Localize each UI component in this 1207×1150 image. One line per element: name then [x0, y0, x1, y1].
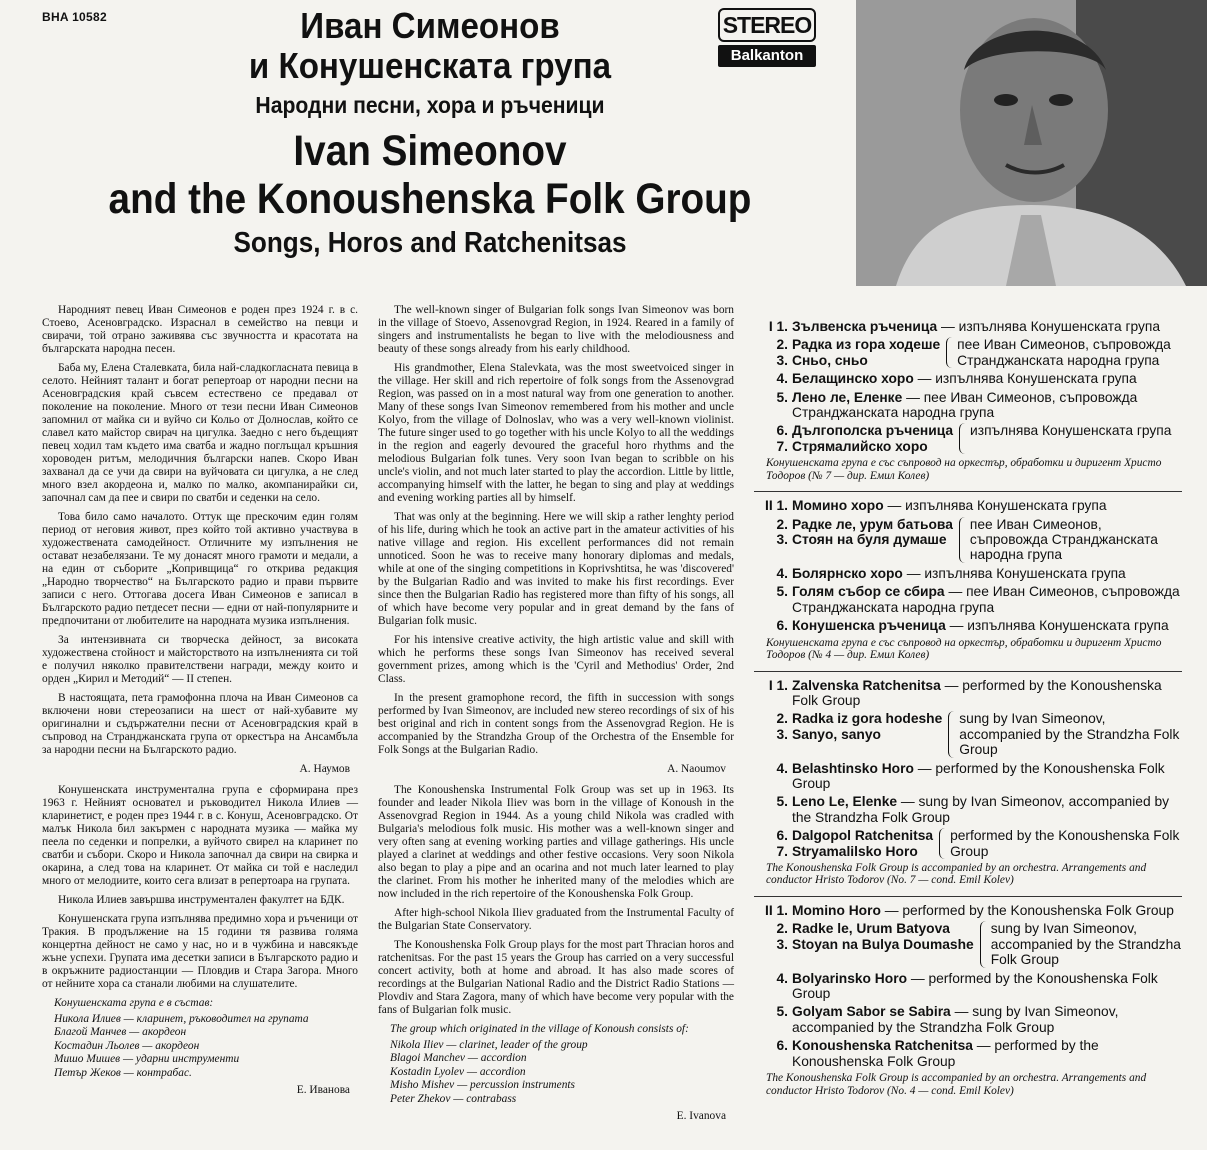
- track-group: [754, 711, 1182, 757]
- tracklist: [754, 316, 1182, 1106]
- track: [754, 828, 933, 843]
- track: [754, 498, 1182, 513]
- author-signature: A. Naoumov: [667, 763, 726, 775]
- track-title: Болярнско хоро: [792, 565, 903, 581]
- track-number: 6.: [776, 423, 788, 439]
- track: [754, 1038, 1182, 1069]
- track-performer: sung by Ivan Simeonov, accompanied by the Strandzha Folk Group: [990, 921, 1181, 968]
- title-english-2: and the Konoushenska Folk Group: [108, 175, 752, 223]
- tracklist-en-side-1: [754, 678, 1182, 887]
- track: [754, 532, 953, 547]
- credits-note: The Konoushenska Folk Group is accompanied by an orchestra. Arrangements and conductor Hristo Todorov (No. 7 — cond. Emil Kolev): [766, 861, 1147, 887]
- track: [754, 1004, 1182, 1035]
- paragraph: That was only at the beginning. Here we will skip a rather lenghty period of his life, during which he took an active part in the amateur activities of his native village and region. His excellent performances did not remain unnoticed. Soon he was to receive many honorary diplomas and medals, while at one of the singing competitions in Koprivshtitsa, he was 'discovered' by the Bulgarian Radio and was invited to make his first recordings. Ever since then the Bulgarian Radio has registered more than fifty of his songs, all of which have become very popular and in great demand by the fans of Bulgarian folk music.: [378, 511, 734, 627]
- label-logo: [718, 8, 816, 67]
- track-group: [754, 921, 1182, 967]
- author-signature: E. Ivanova: [676, 1110, 726, 1122]
- track-group: [754, 828, 1182, 859]
- track-number: 2.: [776, 711, 788, 727]
- track: [754, 937, 974, 952]
- track: [754, 439, 953, 454]
- track: [754, 844, 933, 859]
- track-performer: — performed by the Konoushenska Folk Group: [792, 970, 1158, 1001]
- track-number: 6.: [776, 828, 788, 844]
- track-title: Leno Le, Elenke: [792, 794, 898, 810]
- track-performer: — изпълнява Конушенската група: [913, 371, 1137, 387]
- track-performer: — пее Иван Симеонов, съпровожда Странджанската народна група: [792, 389, 1138, 421]
- paragraph: For his intensive creative activity, the high artistic value and skill with which he performs these songs Ivan Simeonov has received several government prizes, among which is the 'Cyril and Methodius' Order, 2nd Class.: [378, 634, 734, 685]
- track-number: 4.: [776, 760, 788, 776]
- track: [754, 390, 1182, 421]
- track: [754, 678, 1182, 709]
- track-title: Radka iz gora hodeshe: [792, 711, 943, 727]
- track: [754, 319, 1182, 334]
- stereo-logo: STEREO: [718, 8, 816, 42]
- track-number: 5.: [776, 389, 788, 405]
- track: [754, 711, 942, 726]
- track: [754, 618, 1182, 633]
- track-title: Белащинско хоро: [792, 371, 914, 387]
- paragraph: The Konoushenska Instrumental Folk Group was set up in 1963. Its founder and leader Nikola Iliev was born in the village of Konoush in the Assenovgrad Region in 1944. As a young child Nikola was cradled with Bulgaria's melodious folk music. His mother was a well-known singer and very often sang at evening working parties and village gatherings. His uncle played a clarinet at weddings and other festive occasions. Very soon Nikola also began to play a pipe and an ocarina and not much later learned to play the clarinet. From his mother he inherited many of the melodies which are now included in the rich repertoire of the Konoushenska Folk Group.: [378, 784, 734, 900]
- portrait-image: [856, 0, 1207, 286]
- track-performer: пее Иван Симеонов, съпровожда Странджанската народна група: [969, 516, 1158, 563]
- track-title: Конушенска ръченица: [792, 618, 946, 634]
- english-liner-notes: [378, 304, 734, 1131]
- track: [754, 794, 1182, 825]
- track-number: 3.: [776, 726, 788, 742]
- track: [754, 761, 1182, 792]
- paragraph: After high-school Nikola Iliev graduated from the Instrumental Faculty of the Bulgarian State Conservatory.: [378, 907, 734, 932]
- track-performer: — изпълнява Конушенската група: [937, 319, 1161, 334]
- paragraph: Баба му, Елена Сталевката, била най-сладкогласната певица в селото. Нейният талант и богат репертоар от народни песни на Асеновградския край съвсем естествено се предавал от поколение на поколение. Много от тези песни Иван Симеонов запомнил от майка си и вуйчо си Кольо от Долнослав, който се славел като майстор свирач на цигулка. Заедно с него бъдещият певец ходил там където има сватба и жадно поглъщал кръшния хороводен ритъм, мелодичния български напев. Скоро Иван захванал да се учи да свири на вуйчовата си цигулка, а не след много взел акордеона и, малко по малко, акомпанирайки си, започнал сам да пее и свири по сватби и седенки на село.: [42, 362, 358, 504]
- tracklist-bg-side-1: [754, 319, 1182, 482]
- author-signature: Е. Иванова: [296, 1084, 350, 1096]
- track-title: Dalgopol Ratchenitsa: [792, 828, 934, 844]
- track-title: Bolyarinsko Horo: [792, 970, 907, 986]
- track-title: Дългополска ръченица: [792, 423, 954, 439]
- track-performer: — performed by the Konoushenska Folk Group: [880, 902, 1174, 918]
- roster-item: Blagoi Manchev — accordion: [390, 1052, 527, 1064]
- track-group: [754, 423, 1182, 454]
- track-title: Зълвенска ръченица: [792, 319, 938, 334]
- track-performer: — sung by Ivan Simeonov, accompanied by the Strandzha Folk Group: [792, 794, 1170, 825]
- track-performer: — изпълнява Конушенската група: [883, 498, 1107, 514]
- track-performer: — пее Иван Симеонов, съпровожда Странджанската народна група: [792, 584, 1180, 615]
- track-performer: — performed by the Konoushenska Folk Group: [792, 677, 1162, 708]
- track-performer: — performed by the Konoushenska Folk Group: [792, 760, 1165, 791]
- track-title: Stoyan na Bulya Doumashe: [792, 936, 974, 952]
- track-performer: — изпълнява Конушенската група: [945, 618, 1169, 634]
- divider: [754, 671, 1182, 672]
- track-title: Сньо, сньо: [792, 352, 868, 368]
- track-title: Стрямалийско хоро: [792, 438, 928, 454]
- track-performer: performed by the Konoushenska Folk Group: [950, 828, 1180, 859]
- track-number: 2.: [776, 516, 788, 532]
- track-title: Стоян на буля думаше: [792, 532, 947, 548]
- track: [754, 371, 1182, 386]
- track-title: Konoushenska Ratchenitsa: [792, 1038, 973, 1054]
- track-performer: sung by Ivan Simeonov, accompanied by the Strandzha Folk Group: [959, 711, 1180, 758]
- catalog-number: BHA 10582: [42, 10, 107, 24]
- credits-note: Конушенската група е със съпровод на оркестър, обработки и диригент Христо Тодоров (№ 4 — дир. Емил Колев): [766, 636, 1162, 661]
- track-title: Zalvenska Ratchenitsa: [792, 677, 941, 693]
- title-english-1: Ivan Simeonov: [293, 127, 567, 175]
- paragraph: In the present gramophone record, the fifth in succession with songs performed by Ivan Simeonov, are included new stereo recordings of six of his best original and rich in content songs from the Assenovgrad Region. He is accompanied by the Strandzha Group of the Orchestra of the Ensemble for Folk Songs at the Bulgarian Radio.: [378, 692, 734, 756]
- roster-item: Nikola Iliev — clarinet, leader of the group: [390, 1038, 588, 1051]
- track-number: 6.: [776, 1038, 788, 1054]
- track-number: 3.: [776, 936, 788, 952]
- track-title: Лено ле, Еленке: [792, 389, 903, 405]
- roster-heading: The group which originated in the village of Konoush consists of:: [390, 1023, 689, 1035]
- track-number: 2.: [776, 337, 788, 353]
- track-performer: — sung by Ivan Simeonov, accompanied by the Strandzha Folk Group: [792, 1004, 1119, 1035]
- track-title: Momino Horo: [792, 902, 881, 918]
- group-roster: [382, 1023, 734, 1106]
- track-number: 4.: [776, 970, 788, 986]
- track-number: 5.: [776, 584, 788, 600]
- track-number: II 1.: [764, 902, 788, 918]
- track-group: [754, 517, 1182, 563]
- track: [754, 903, 1182, 918]
- title-bulgarian-1: Иван Симеонов: [300, 5, 560, 46]
- paragraph: В настоящата, пета грамофонна плоча на Иван Симеонов са включени нови стереозаписи на шест от най-хубавите му оригинални и съдържателни песни от Асеновградския край в съпровод на Странджанската група от оркестъра на Ансамбъла за народни песни на Българското радио.: [42, 692, 358, 756]
- track: [754, 584, 1182, 615]
- track-title: Радка из гора ходеше: [792, 337, 941, 353]
- divider: [754, 896, 1182, 897]
- roster-item: Kostadin Lyolev — accordion: [390, 1065, 526, 1078]
- paragraph: His grandmother, Elena Stalevkata, was the most sweetvoiced singer in the village. Her skill and rich repertoire of folk songs from the Assenovgrad Region, was passed on in a most natural way from one generation to another. Many of these songs Ivan Simeonov remembered from his mother and uncle Kolyo, from the village of Dolnoslav, who was a very well-known violinist. The future singer used to go together with his uncle Kolyo to all the weddings in the region and eagerly devoured the graceful horo rhythms and the melodious Bulgarian folk tunes. Very soon Ivan began to scribble on his uncle's violin, and not much later started to play the accordion. Little by little, accompanying himself with the latter, he began to sing and play at weddings and evening working parties all by himself.: [378, 362, 734, 504]
- track: [754, 517, 953, 532]
- track-number: 4.: [776, 371, 788, 387]
- paragraph: The well-known singer of Bulgarian folk songs Ivan Simeonov was born in the village of Stoevo, Assenovgrad Region, in 1924. Reared in a family of singers and instrumentalists he began to live with the melodiousness and beauty of these songs already from his early childhood.: [378, 304, 734, 355]
- track-title: Belashtinsko Horo: [792, 760, 914, 776]
- paragraph: Народният певец Иван Симеонов е роден през 1924 г. в с. Стоево, Асеновградско. Израснал в семейство на певци и свирачи, той отрано заживява със звучността и красотата на българската народна песен.: [42, 304, 358, 355]
- track-number: II 1.: [764, 498, 788, 514]
- track: [754, 423, 953, 438]
- paragraph: The Konoushenska Folk Group plays for the most part Thracian horos and ratchenitsas. For the past 15 years the Group has carried on a very successful concert activity, both at home and abroad. It has also made scores of recordings at the Bulgarian National Radio and the District Radio Stations — Plovdiv and Stara Zagora, many of which have become very popular with the fans of Bulgarian folk music.: [378, 939, 734, 1016]
- title-bulgarian-2: и Конушенската група: [248, 45, 612, 86]
- paragraph: За интензивната си творческа дейност, за високата художествена стойност и майсторството на изпълненията си той е получил няколко правителствени награди, между които и орден „Кирил и Методий“ — II степен.: [42, 634, 358, 685]
- track-number: 7.: [776, 438, 788, 454]
- track-title: Sanyo, sanyo: [792, 726, 881, 742]
- roster-item: Петър Жеков — контрабас.: [54, 1066, 192, 1079]
- roster-item: Misho Mishev — percussion instruments: [390, 1079, 575, 1091]
- track-title: Radke le, Urum Batyova: [792, 921, 950, 937]
- track-title: Golyam Sabor se Sabira: [792, 1004, 951, 1020]
- track-performer: — performed by the Konoushenska Folk Group: [792, 1038, 1099, 1069]
- roster-item: Никола Илиев — кларинет, ръководител на групата: [54, 1012, 309, 1025]
- tracklist-bg-side-2: [754, 498, 1182, 661]
- track-number: 5.: [776, 794, 788, 810]
- track-title: Момино хоро: [792, 498, 884, 514]
- paragraph: Това било само началото. Оттук ще прескочим един голям период от неговия живот, през който той активно участвува в художествената самодейност. Отличните му изпълнения не остават незабелязани. Те му донасят много грамоти и медали, а на един от съборите „Копривщица“ го открива редакция „Народно творчество“ на Българското радио и прави първите записи с него. Оттогава досега Иван Симеонов е записал в Българското радио петдесет песни — едни от най-популярните и предпочитани от любителите на народната музика изпълнения.: [42, 511, 358, 627]
- track-performer: — изпълнява Конушенската група: [902, 565, 1126, 581]
- track: [754, 337, 940, 352]
- track-number: I 1.: [768, 319, 788, 334]
- credits-note: The Konoushenska Folk Group is accompanied by an orchestra. Arrangements and conductor Hristo Todorov (No. 4 — cond. Emil Kolev): [766, 1072, 1147, 1097]
- group-roster: [46, 997, 358, 1080]
- track-number: 5.: [776, 1004, 788, 1020]
- author-signature: А. Наумов: [299, 763, 350, 775]
- tracklist-en-side-2: [754, 903, 1182, 1097]
- track-number: 7.: [776, 843, 788, 859]
- paragraph: Конушенската група изпълнява предимно хора и ръченици от Тракия. В продължение на 15 години тя развива голяма концертна дейност не само у нас, но и в чужбина и навсякъде жъне успехи. Групата има десетки записи в Българското радио и в окръжните радиостанции — Пловдив и Стара Загора. Много от нейните хора са станали любими на слушателите.: [42, 913, 358, 990]
- paragraph: Никола Илиев завършва инструментален факултет на БДК.: [58, 894, 345, 906]
- track-title: Радке ле, урум батьова: [792, 516, 953, 532]
- track-number: 3.: [776, 352, 788, 368]
- track-number: 2.: [776, 921, 788, 937]
- track-number: 3.: [776, 532, 788, 548]
- track-number: 6.: [776, 618, 788, 634]
- paragraph: Конушенската инструментална група е сформирана през 1963 г. Нейният основател и ръководител Никола Илиев — кларинетист, е роден през 1944 г. в с. Конуш, Асеновградско. От малък Никола бил закърмен с народната музика — майка му пеела по седенки и попрелки, а вуйчото свирел на кларинет по сватби и събори. Скоро и Никола започнал да свири на свирка и окарина, а след това на кларинет. От майка си той е наследил много от мелодиите, които сега влизат в репертоара на групата.: [42, 784, 358, 887]
- track-performer: изпълнява Конушенската група: [970, 423, 1172, 439]
- track: [754, 353, 940, 368]
- track-title: Stryamalilsko Horo: [792, 843, 918, 859]
- credits-note: Конушенската група е със съпровод на оркестър, обработки и диригент Христо Тодоров (№ 7 — дир. Емил Колев): [766, 457, 1162, 482]
- roster-item: Благой Манчев — акордеон: [54, 1026, 187, 1038]
- roster-item: Мишо Мишев — ударни инструменти: [54, 1053, 240, 1065]
- bulgarian-liner-notes: [42, 304, 358, 1105]
- roster-item: Peter Zhekov — contrabass: [390, 1092, 517, 1105]
- subtitle-bulgarian: Народни песни, хора и ръченици: [255, 92, 605, 118]
- track-number: 4.: [776, 565, 788, 581]
- balkanton-logo: Balkanton: [718, 45, 816, 67]
- track-group: [754, 337, 1182, 368]
- divider: [754, 491, 1182, 492]
- track-title: Голям събор се сбира: [792, 584, 945, 600]
- roster-item: Костадин Льолев — акордеон: [54, 1039, 200, 1052]
- track-number: I 1.: [768, 677, 788, 693]
- track-performer: пее Иван Симеонов, съпровожда Странджанската народна група: [957, 337, 1171, 368]
- track: [754, 566, 1182, 581]
- track: [754, 971, 1182, 1002]
- artist-photo: [856, 0, 1207, 286]
- track: [754, 727, 942, 742]
- track: [754, 921, 974, 936]
- subtitle-english: Songs, Horos and Ratchenitsas: [233, 227, 627, 259]
- roster-heading: Конушенската група е в състав:: [54, 997, 214, 1009]
